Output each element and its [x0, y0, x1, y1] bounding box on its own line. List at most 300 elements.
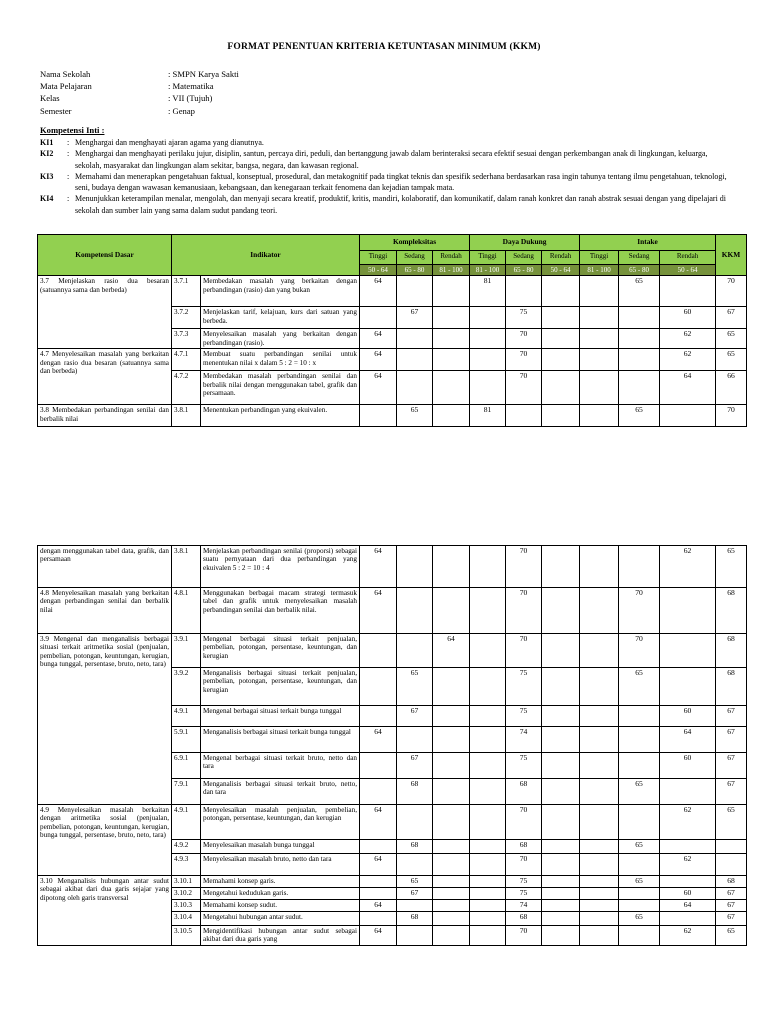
kkm-value: 68 — [716, 634, 747, 668]
score-cell — [433, 779, 470, 805]
indikator-text: Mengetahui hubungan antar sudut. — [201, 912, 360, 926]
score-cell: 70 — [506, 349, 542, 371]
score-cell — [470, 753, 506, 779]
score-cell: 64 — [360, 546, 397, 588]
header-sedang: Sedang — [506, 251, 542, 265]
score-cell: 64 — [433, 634, 470, 668]
kompetensi-dasar-cell: 3.7 Menjelaskan rasio dua besaran (satuannya sama dan berbeda) — [38, 276, 172, 349]
score-cell: 74 — [506, 727, 542, 753]
identity-block — [40, 68, 239, 117]
identity-label: Semester — [40, 105, 72, 116]
header-tinggi: Tinggi — [360, 251, 397, 265]
ki-item: KI4 : Menunjukkan keterampilan menalar, mengolah, dan menyaji secara kreatif, produktif, kritis, mandiri, kolaboratif, dan komunikatif, dalam ranah konkret dan ranah abstrak sesuai dengan yang dipelajari di sekolah dan sumber lain yang sama dalam sudut pandang teori. — [40, 193, 730, 216]
header-rendah: Rendah — [433, 251, 470, 265]
score-cell — [542, 805, 580, 840]
score-cell: 70 — [619, 634, 660, 668]
kkm-value: 65 — [716, 805, 747, 840]
score-cell — [433, 546, 470, 588]
score-cell — [580, 329, 619, 349]
score-cell — [470, 727, 506, 753]
indikator-code: 4.7.1 — [172, 349, 201, 371]
score-cell — [619, 349, 660, 371]
score-cell — [542, 926, 580, 946]
ki-code: KI4 — [40, 194, 54, 204]
score-cell — [470, 706, 506, 727]
table-row — [38, 805, 747, 840]
score-cell: 68 — [506, 779, 542, 805]
score-cell: 64 — [360, 371, 397, 405]
score-cell: 62 — [660, 805, 716, 840]
score-cell — [580, 900, 619, 912]
score-cell: 70 — [506, 329, 542, 349]
score-cell — [360, 634, 397, 668]
score-cell — [542, 888, 580, 900]
score-cell: 65 — [619, 779, 660, 805]
score-cell: 65 — [619, 840, 660, 854]
kkm-value: 65 — [716, 546, 747, 588]
indikator-text: Menggunakan berbagai macam strategi termasuk tabel dan grafik untuk menyelesaikan masalah perbandingan senilai dan berbalik nilai. — [201, 588, 360, 634]
score-cell — [397, 546, 433, 588]
score-cell — [433, 888, 470, 900]
header-tinggi: Tinggi — [580, 251, 619, 265]
score-cell: 70 — [506, 634, 542, 668]
score-cell — [660, 840, 716, 854]
identity-row — [40, 105, 239, 117]
header-indikator: Indikator — [172, 235, 360, 276]
score-cell: 62 — [660, 854, 716, 876]
score-cell: 70 — [506, 371, 542, 405]
score-cell — [619, 727, 660, 753]
score-cell — [542, 546, 580, 588]
score-cell — [542, 634, 580, 668]
ki-item: KI3 : Memahami dan menerapkan pengetahuan faktual, konseptual, prosedural, dan metakognitif pada tingkat teknis dan spesifik sederhana berdasarkan rasa ingin tahunya tentang ilmu pengetahuan, teknologi, seni, budaya dengan wawasan kemanusiaan, kebangsaan, dan kenegaraan terkait fenomena dan kejadian tampak mata. — [40, 171, 730, 194]
score-cell — [397, 349, 433, 371]
score-cell — [470, 779, 506, 805]
indikator-code: 4.9.3 — [172, 854, 201, 876]
kkm-value: 67 — [716, 779, 747, 805]
score-cell — [542, 329, 580, 349]
score-cell — [470, 329, 506, 349]
table-row — [38, 405, 747, 427]
kkm-value: 67 — [716, 307, 747, 329]
score-cell — [397, 371, 433, 405]
score-cell — [360, 753, 397, 779]
score-cell — [433, 805, 470, 840]
table-row — [38, 349, 747, 371]
score-cell — [580, 876, 619, 888]
kkm-table-2 — [37, 545, 747, 946]
score-cell: 75 — [506, 753, 542, 779]
indikator-text: Mengetahui kedudukan garis. — [201, 888, 360, 900]
score-cell — [619, 307, 660, 329]
score-cell — [397, 634, 433, 668]
header-daya-dukung: Daya Dukung — [470, 235, 580, 251]
ki-text: Menunjukkan keterampilan menalar, mengolah, dan menyaji secara kreatif, produktif, kritis, mandiri, kolaboratif, dan komunikatif, dalam ranah konkret dan ranah abstrak sesuai dengan yang dipelajari di sekolah dan sumber lain yang sama dalam sudut pandang teori. — [75, 194, 727, 215]
indikator-code: 3.7.1 — [172, 276, 201, 307]
indikator-code: 3.7.2 — [172, 307, 201, 329]
header-rendah: Rendah — [542, 251, 580, 265]
score-cell — [470, 349, 506, 371]
score-cell — [506, 405, 542, 427]
indikator-code: 4.8.1 — [172, 588, 201, 634]
score-cell — [660, 634, 716, 668]
kkm-value: 66 — [716, 371, 747, 405]
identity-value: : VII (Tujuh) — [168, 93, 213, 104]
indikator-text: Menganalisis berbagai situasi terkait bruto, netto, dan tara — [201, 779, 360, 805]
score-cell — [542, 405, 580, 427]
score-cell: 60 — [660, 888, 716, 900]
score-cell — [360, 779, 397, 805]
score-cell — [433, 307, 470, 329]
score-cell: 67 — [397, 706, 433, 727]
indikator-text: Menjelaskan tarif, kelajuan, kurs dari satuan yang berbeda. — [201, 307, 360, 329]
score-cell: 70 — [506, 588, 542, 634]
score-cell — [360, 405, 397, 427]
score-cell: 62 — [660, 329, 716, 349]
score-cell — [470, 926, 506, 946]
score-cell — [580, 805, 619, 840]
score-cell — [433, 900, 470, 912]
indikator-text: Menentukan perbandingan yang ekuivalen. — [201, 405, 360, 427]
indikator-text: Membuat suatu perbandingan senilai untuk menentukan nilai x dalam 5 : 2 = 10 : x — [201, 349, 360, 371]
score-cell: 68 — [506, 912, 542, 926]
score-cell — [470, 876, 506, 888]
score-cell — [433, 840, 470, 854]
range-label: 81 - 100 — [470, 265, 506, 276]
header-sedang: Sedang — [619, 251, 660, 265]
identity-label: Mata Pelajaran — [40, 81, 92, 92]
score-cell: 68 — [397, 912, 433, 926]
score-cell — [433, 405, 470, 427]
header-kkm: KKM — [716, 235, 747, 276]
kkm-value: 67 — [716, 900, 747, 912]
kkm-value: 65 — [716, 329, 747, 349]
indikator-text: Menjelaskan perbandingan senilai (proporsi) sebagai suatu pernyataan dari dua perbandingan yang ekuivalen 5 : 2 = 10 : 4 — [201, 546, 360, 588]
score-cell — [433, 276, 470, 307]
score-cell: 81 — [470, 405, 506, 427]
score-cell — [470, 900, 506, 912]
score-cell — [580, 634, 619, 668]
indikator-code: 3.9.1 — [172, 634, 201, 668]
header-kompleksitas: Kompleksitas — [360, 235, 470, 251]
score-cell — [580, 706, 619, 727]
score-cell: 64 — [360, 926, 397, 946]
indikator-code: 3.10.3 — [172, 900, 201, 912]
range-label: 50 - 64 — [660, 265, 716, 276]
score-cell — [397, 727, 433, 753]
indikator-text: Mengenal berbagai situasi terkait penjualan, pembelian, potongan, persentase, keuntungan, dan kerugian — [201, 634, 360, 668]
score-cell — [619, 753, 660, 779]
indikator-text: Menyelesaikan masalah bruto, netto dan tara — [201, 854, 360, 876]
table-row — [38, 276, 747, 307]
score-cell — [360, 876, 397, 888]
score-cell — [619, 926, 660, 946]
score-cell — [542, 912, 580, 926]
range-label: 81 - 100 — [580, 265, 619, 276]
indikator-text: Memahami konsep garis. — [201, 876, 360, 888]
kkm-value: 67 — [716, 727, 747, 753]
score-cell — [660, 876, 716, 888]
score-cell — [542, 779, 580, 805]
score-cell — [619, 888, 660, 900]
kkm-value — [716, 854, 747, 876]
indikator-code: 3.9.2 — [172, 668, 201, 706]
header-tinggi: Tinggi — [470, 251, 506, 265]
ki-text: Menghargai dan menghayati ajaran agama yang dianutnya. — [75, 138, 264, 147]
kkm-value: 67 — [716, 888, 747, 900]
score-cell — [470, 912, 506, 926]
score-cell — [360, 840, 397, 854]
score-cell — [580, 840, 619, 854]
ki-text: Menghargai dan menghayati perilaku jujur, disiplin, santun, percaya diri, peduli, dan bertanggung jawab dalam berinteraksi secara efektif sesuai dengan perkembangan anak di lingkungan, keluarga, sekolah, masyarakat dan lingkungan alam sekitar, bangsa, negara, dan kawasan regional. — [75, 149, 708, 170]
score-cell: 60 — [660, 753, 716, 779]
indikator-text: Membedakan masalah perbandingan senilai dan berbalik nilai dengan menggunakan tabel, grafik dan persamaan. — [201, 371, 360, 405]
score-cell — [580, 546, 619, 588]
indikator-code: 4.7.2 — [172, 371, 201, 405]
score-cell — [580, 405, 619, 427]
kkm-value: 70 — [716, 276, 747, 307]
score-cell: 62 — [660, 926, 716, 946]
kkm-value: 67 — [716, 753, 747, 779]
kompetensi-dasar-cell: 4.8 Menyelesaikan masalah yang berkaitan dengan perbandingan senilai dan berbalik nilai — [38, 588, 172, 634]
score-cell: 64 — [360, 349, 397, 371]
indikator-code: 3.10.1 — [172, 876, 201, 888]
identity-row — [40, 80, 239, 92]
range-label: 50 - 64 — [542, 265, 580, 276]
indikator-text: Memahami konsep sudut. — [201, 900, 360, 912]
kompetensi-dasar-cell: 4.9 Menyelesaikan masalah berkaitan dengan aritmetika sosial (penjualan, pembelian, potongan, keuntungan, kerugian, bunga tunggal, persentase, bruto, neto, tara) — [38, 805, 172, 876]
kompetensi-dasar-cell: 4.7 Menyelesaikan masalah yang berkaitan dengan rasio dua besaran (satuannya sama dan berbeda) — [38, 349, 172, 405]
identity-value: : Matematika — [168, 81, 214, 92]
score-cell — [542, 876, 580, 888]
score-cell — [470, 805, 506, 840]
identity-row — [40, 68, 239, 80]
header-kompetensi-dasar: Kompetensi Dasar — [38, 235, 172, 276]
kkm-value: 65 — [716, 349, 747, 371]
indikator-code: 3.8.1 — [172, 405, 201, 427]
score-cell — [433, 854, 470, 876]
score-cell — [433, 588, 470, 634]
score-cell — [580, 854, 619, 876]
score-cell: 70 — [619, 588, 660, 634]
range-label: 65 - 80 — [619, 265, 660, 276]
score-cell — [580, 307, 619, 329]
score-cell — [660, 779, 716, 805]
score-cell — [542, 371, 580, 405]
score-cell — [619, 706, 660, 727]
page-title: FORMAT PENENTUAN KRITERIA KETUNTASAN MINIMUM (KKM) — [227, 42, 541, 52]
indikator-code: 4.9.1 — [172, 805, 201, 840]
kompetensi-inti-list — [40, 137, 730, 216]
indikator-text: Mengenal berbagai situasi terkait bunga tunggal — [201, 706, 360, 727]
score-cell — [470, 307, 506, 329]
table-row — [38, 588, 747, 634]
kompetensi-dasar-cell: 3.8 Membedakan perbandingan senilai dan berbalik nilai — [38, 405, 172, 427]
score-cell: 70 — [506, 926, 542, 946]
kkm-value: 68 — [716, 588, 747, 634]
indikator-code: 3.7.3 — [172, 329, 201, 349]
score-cell: 67 — [397, 753, 433, 779]
score-cell — [397, 276, 433, 307]
indikator-text: Menganalisis berbagai situasi terkait bunga tunggal — [201, 727, 360, 753]
table-row — [38, 634, 747, 668]
score-cell — [470, 634, 506, 668]
score-cell — [619, 329, 660, 349]
score-cell: 65 — [619, 912, 660, 926]
score-cell: 70 — [506, 854, 542, 876]
score-cell: 64 — [660, 727, 716, 753]
score-cell: 70 — [506, 805, 542, 840]
score-cell: 65 — [397, 405, 433, 427]
indikator-text: Menyelesaikan masalah penjualan, pembelian, potongan, persentase, keuntungan, dan kerugian — [201, 805, 360, 840]
score-cell — [660, 668, 716, 706]
score-cell — [542, 349, 580, 371]
score-cell — [580, 753, 619, 779]
score-cell: 75 — [506, 888, 542, 900]
ki-text: Memahami dan menerapkan pengetahuan faktual, konseptual, prosedural, dan metakognitif pada tingkat teknis dan spesifik sederhana berdasarkan rasa ingin tahunya tentang ilmu pengetahuan, teknologi, seni, budaya dengan wawasan kemanusiaan, kebangsaan, dan kenegaraan terkait fenomena dan kejadian tampak mata. — [75, 171, 727, 193]
ki-code: KI3 — [40, 171, 54, 181]
score-cell — [470, 854, 506, 876]
score-cell — [397, 588, 433, 634]
kompetensi-dasar-cell: dengan menggunakan tabel data, grafik, dan persamaan — [38, 546, 172, 588]
kkm-value — [716, 840, 747, 854]
indikator-text: Mengenal berbagai situasi terkait bruto, netto dan tara — [201, 753, 360, 779]
score-cell — [542, 588, 580, 634]
score-cell — [619, 546, 660, 588]
score-cell — [470, 668, 506, 706]
score-cell: 64 — [360, 588, 397, 634]
score-cell: 68 — [506, 840, 542, 854]
score-cell — [580, 727, 619, 753]
score-cell — [360, 668, 397, 706]
indikator-text: Menganalisis berbagai situasi terkait penjualan, pembelian, potongan, persentase, keuntungan, dan kerugian — [201, 668, 360, 706]
score-cell — [433, 753, 470, 779]
score-cell: 65 — [397, 668, 433, 706]
ki-code: KI2 — [40, 149, 54, 159]
score-cell — [397, 926, 433, 946]
score-cell — [360, 307, 397, 329]
header-rendah: Rendah — [660, 251, 716, 265]
score-cell — [580, 926, 619, 946]
score-cell: 68 — [397, 779, 433, 805]
indikator-code: 3.10.2 — [172, 888, 201, 900]
score-cell — [433, 329, 470, 349]
score-cell — [580, 779, 619, 805]
score-cell — [660, 912, 716, 926]
indikator-text: Mengidentifikasi hubungan antar sudut sebagai akibat dari dua garis yang — [201, 926, 360, 946]
score-cell — [397, 805, 433, 840]
kompetensi-dasar-cell: 3.9 Mengenal dan menganalisis berbagai situasi terkait aritmetika sosial (penjualan, pembelian, potongan, keuntungan, kerugian, bunga tunggal, persentase, bruto, neto, tara) — [38, 634, 172, 805]
range-label: 65 - 80 — [397, 265, 433, 276]
score-cell — [542, 276, 580, 307]
score-cell — [433, 876, 470, 888]
score-cell: 64 — [360, 329, 397, 349]
range-label: 81 - 100 — [433, 265, 470, 276]
score-cell — [542, 307, 580, 329]
score-cell: 75 — [506, 706, 542, 727]
identity-label: Nama Sekolah — [40, 69, 91, 79]
score-cell — [542, 727, 580, 753]
score-cell — [433, 706, 470, 727]
score-cell: 65 — [619, 668, 660, 706]
indikator-code: 4.9.2 — [172, 840, 201, 854]
header-sedang: Sedang — [397, 251, 433, 265]
score-cell: 74 — [506, 900, 542, 912]
score-cell — [580, 276, 619, 307]
identity-value: : Genap — [168, 105, 195, 116]
indikator-code: 7.9.1 — [172, 779, 201, 805]
score-cell: 65 — [397, 876, 433, 888]
score-cell — [660, 276, 716, 307]
score-cell: 64 — [660, 900, 716, 912]
score-cell — [433, 349, 470, 371]
score-cell: 68 — [397, 840, 433, 854]
score-cell — [660, 588, 716, 634]
score-cell — [433, 371, 470, 405]
score-cell: 64 — [360, 805, 397, 840]
score-cell — [580, 349, 619, 371]
score-cell: 62 — [660, 546, 716, 588]
score-cell — [397, 900, 433, 912]
score-cell: 65 — [619, 405, 660, 427]
indikator-code: 6.9.1 — [172, 753, 201, 779]
score-cell — [397, 854, 433, 876]
score-cell: 64 — [360, 727, 397, 753]
score-cell — [619, 854, 660, 876]
score-cell — [433, 912, 470, 926]
score-cell — [580, 888, 619, 900]
score-cell: 75 — [506, 876, 542, 888]
indikator-text: Menyelesaikan masalah yang berkaitan dengan perbandingan (rasio). — [201, 329, 360, 349]
score-cell — [542, 753, 580, 779]
score-cell — [470, 371, 506, 405]
table-row — [38, 876, 747, 888]
ki-code: KI1 — [40, 138, 54, 147]
indikator-code: 3.10.5 — [172, 926, 201, 946]
score-cell: 65 — [619, 276, 660, 307]
indikator-code: 3.8.1 — [172, 546, 201, 588]
score-cell — [433, 926, 470, 946]
score-cell — [580, 588, 619, 634]
indikator-code: 5.9.1 — [172, 727, 201, 753]
score-cell — [542, 900, 580, 912]
score-cell — [433, 727, 470, 753]
score-cell — [542, 706, 580, 727]
score-cell: 60 — [660, 706, 716, 727]
score-cell: 67 — [397, 888, 433, 900]
score-cell: 62 — [660, 349, 716, 371]
identity-value: : SMPN Karya Sakti — [168, 69, 239, 79]
score-cell: 60 — [660, 307, 716, 329]
header-intake: Intake — [580, 235, 716, 251]
score-cell — [470, 546, 506, 588]
kkm-value: 68 — [716, 876, 747, 888]
kkm-value: 67 — [716, 912, 747, 926]
score-cell — [470, 888, 506, 900]
ki-item: KI2 : Menghargai dan menghayati perilaku jujur, disiplin, santun, percaya diri, peduli, dan bertanggung jawab dalam berinteraksi secara efektif sesuai dengan perkembangan anak di lingkungan, keluarga, sekolah, masyarakat dan lingkungan alam sekitar, bangsa, negara, dan kawasan regional. — [40, 148, 730, 171]
kompetensi-dasar-cell: 3.10 Menganalisis hubungan antar sudut sebagai akibat dari dua garis sejajar yang dipotong oleh garis transversal — [38, 876, 172, 946]
ki-item: KI1 : Menghargai dan menghayati ajaran agama yang dianutnya. — [40, 137, 730, 148]
kkm-table-1 — [37, 234, 747, 427]
score-cell: 67 — [397, 307, 433, 329]
kkm-value: 70 — [716, 405, 747, 427]
score-cell: 64 — [360, 276, 397, 307]
kompetensi-inti-heading: Kompetensi Inti : — [40, 125, 105, 135]
indikator-code: 4.9.1 — [172, 706, 201, 727]
range-label: 50 - 64 — [360, 265, 397, 276]
score-cell — [506, 276, 542, 307]
score-cell: 70 — [506, 546, 542, 588]
